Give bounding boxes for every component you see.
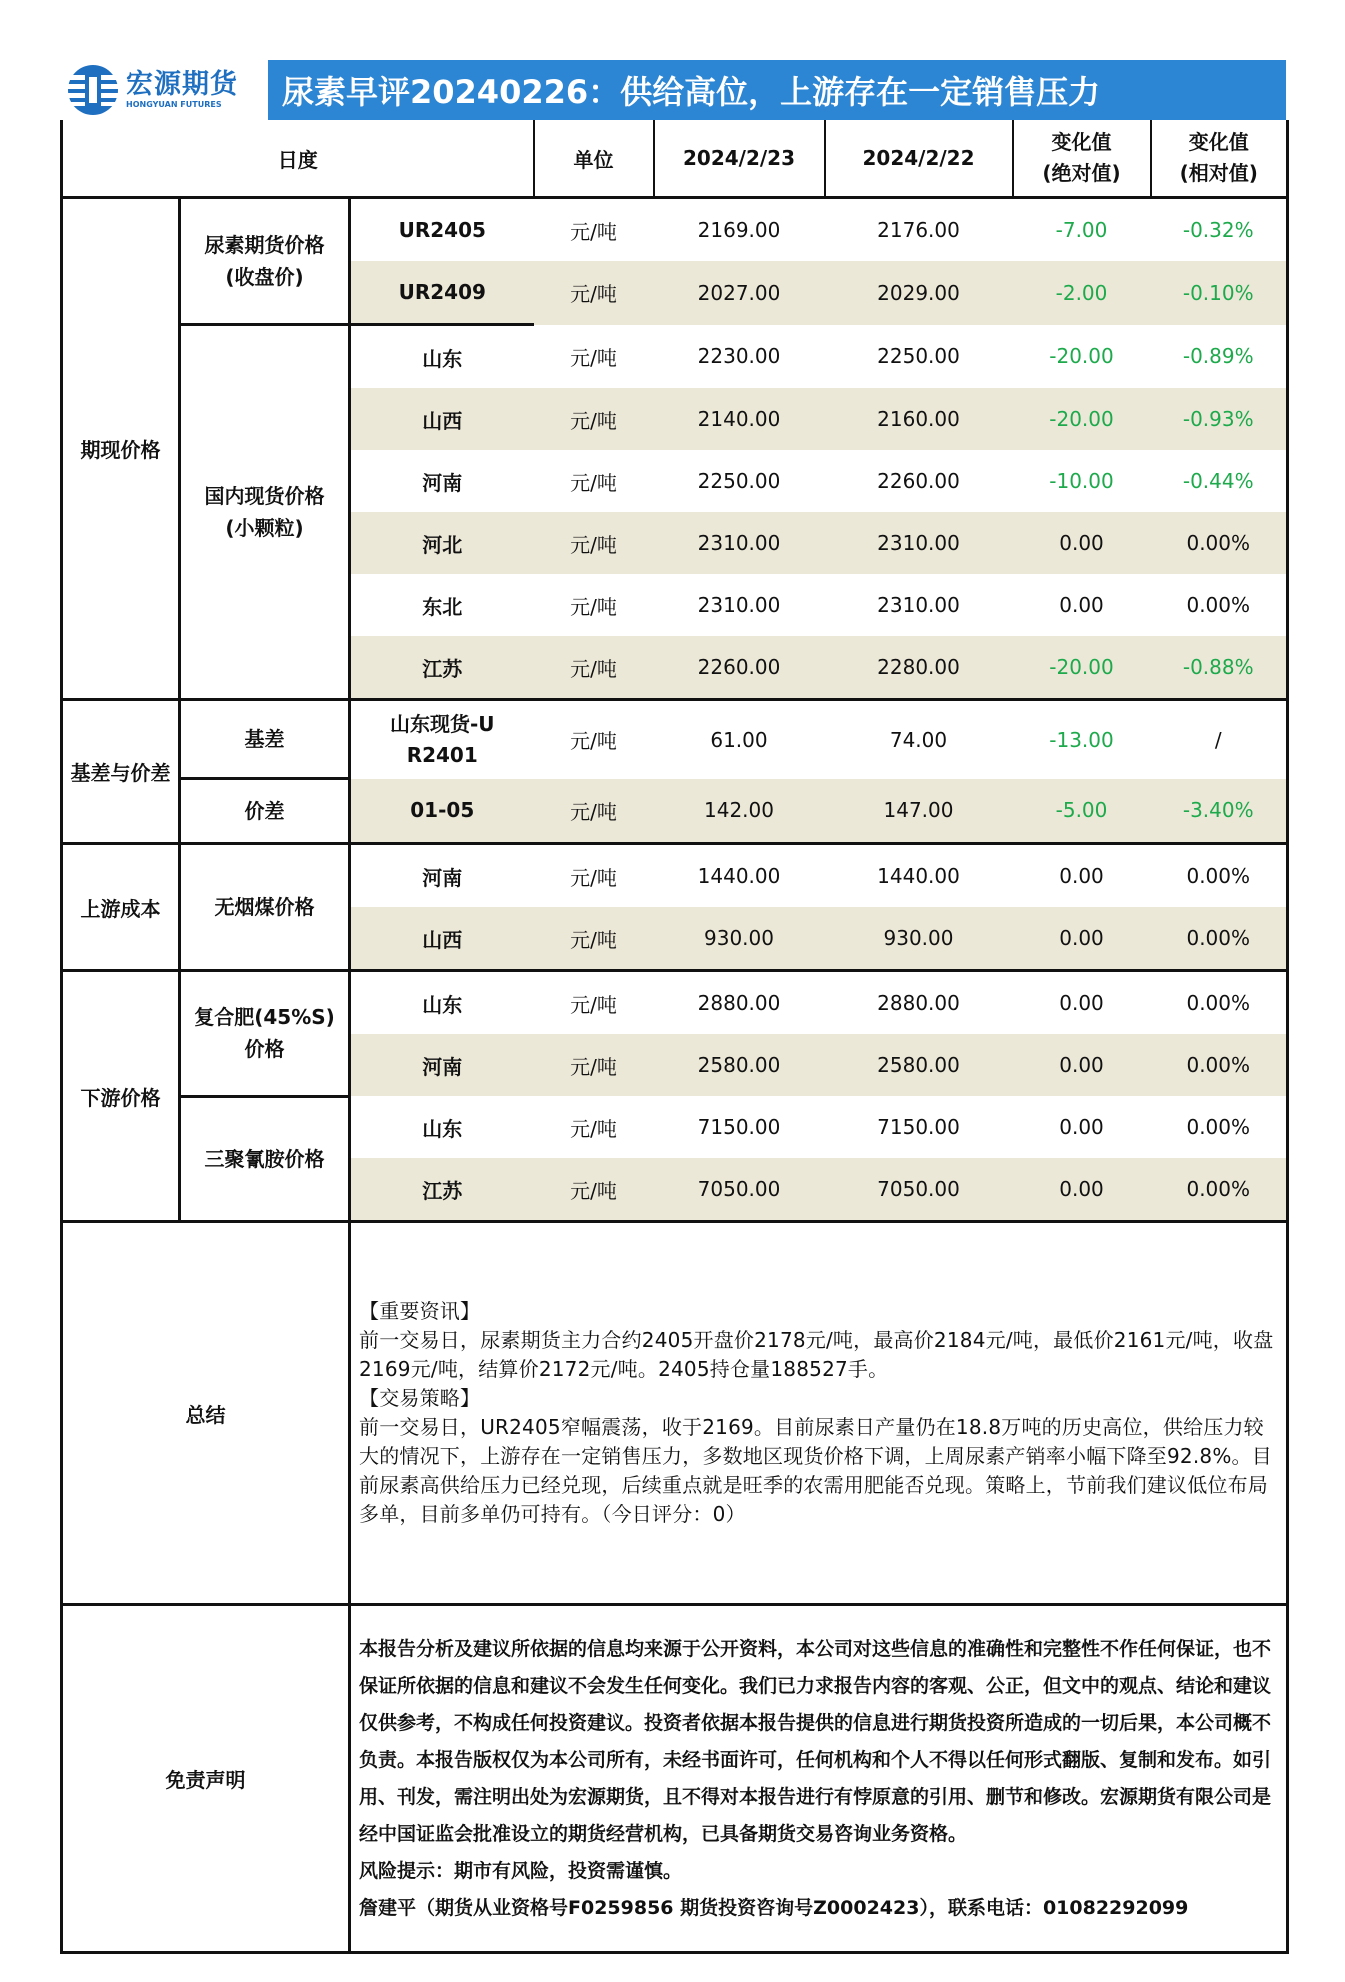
row-rel-change: 0.00% xyxy=(1151,1158,1288,1222)
row-rel-change: -0.10% xyxy=(1182,280,1254,305)
row-rel-change: 0.00% xyxy=(1186,864,1251,888)
header-rel-line1: 变化值 xyxy=(1188,130,1249,154)
disclaimer-label: 免责声明 xyxy=(62,1605,350,1953)
row-label: 山东 xyxy=(422,346,463,371)
subcategory-basis: 基差 xyxy=(180,700,350,779)
disclaimer-row xyxy=(62,1605,1288,1953)
row-value-date2: 74.00 xyxy=(889,727,948,752)
category-downstream: 下游价格 xyxy=(62,971,180,1222)
header-date1: 2024/2/23 xyxy=(654,120,825,198)
row-value-date1: 930.00 xyxy=(654,907,825,971)
row-value-date2: 147.00 xyxy=(825,779,1013,844)
risk-warning: 风险提示：期市有风险，投资需谨慎。 xyxy=(359,1859,683,1882)
table-row xyxy=(62,198,1288,262)
row-abs-change: -10.00 xyxy=(1049,469,1114,493)
subcategory-futures xyxy=(180,198,350,325)
subcategory-melamine: 三聚氰胺价格 xyxy=(180,1096,350,1222)
row-abs-change: 0.00 xyxy=(1013,1158,1151,1222)
row-rel-change: -0.44% xyxy=(1182,469,1254,493)
row-rel-change: -0.88% xyxy=(1151,636,1288,700)
row-value-date1: 2027.00 xyxy=(697,280,781,305)
row-label: 东北 xyxy=(422,594,463,619)
row-rel-change: -0.93% xyxy=(1182,407,1254,431)
summary-row xyxy=(62,1222,1288,1605)
row-label: 山西 xyxy=(350,907,534,971)
header-row xyxy=(62,120,1288,198)
subcategory-spot xyxy=(180,325,350,700)
category-upstream: 上游成本 xyxy=(62,844,180,971)
hongyuan-logo-icon xyxy=(66,63,120,117)
row-value-date2: 2310.00 xyxy=(877,531,960,555)
news-text: 前一交易日，尿素期货主力合约2405开盘价2178元/吨，最高价2184元/吨，最低价2161元/吨，收盘2169元/吨，结算价2172元/吨。2405持仓量188527手。 xyxy=(359,1328,1274,1381)
row-value-date1: 7050.00 xyxy=(654,1158,825,1222)
summary-label: 总结 xyxy=(62,1222,350,1605)
row-value-date1: 7150.00 xyxy=(697,1115,781,1139)
news-heading: 【重要资讯】 xyxy=(359,1299,481,1323)
row-value-date2: 930.00 xyxy=(825,907,1013,971)
row-label: 河北 xyxy=(422,532,463,557)
row-abs-change: 0.00 xyxy=(1059,531,1104,555)
row-label: 河南 xyxy=(422,865,463,890)
row-unit: 元/吨 xyxy=(570,470,617,495)
row-value-date1: 2880.00 xyxy=(697,991,781,1015)
summary-content xyxy=(350,1222,1288,1605)
row-value-date2: 7150.00 xyxy=(877,1115,960,1139)
row-unit: 元/吨 xyxy=(570,1116,617,1141)
strategy-heading: 【交易策略】 xyxy=(359,1386,481,1410)
row-label: 河南 xyxy=(422,1054,463,1079)
row-label: 江苏 xyxy=(350,1158,534,1222)
row-label: 01-05 xyxy=(350,779,534,844)
row-rel-change: 0.00% xyxy=(1151,907,1288,971)
header-abs-line1: 变化值 xyxy=(1051,130,1112,154)
row-abs-change: 0.00 xyxy=(1013,907,1151,971)
row-value-date2: 2029.00 xyxy=(877,280,960,305)
sub-compound-line1: 复合肥(45%S) xyxy=(194,1005,335,1030)
table-row xyxy=(62,325,1288,389)
row-rel-change: -0.32% xyxy=(1182,218,1254,242)
row-rel-change: 0.00% xyxy=(1186,593,1251,617)
row-unit: 元/吨 xyxy=(534,1158,654,1222)
table-row xyxy=(62,779,1288,844)
report-sheet xyxy=(60,60,1286,1954)
brand-name: 宏源期货 xyxy=(126,69,238,100)
sub-compound-line2: 价格 xyxy=(244,1037,285,1062)
header-date-label: 日度 xyxy=(62,120,534,198)
row-value-date1: 1440.00 xyxy=(697,864,781,888)
row-value-date2: 1440.00 xyxy=(877,864,960,888)
sub-spot-line2: (小颗粒) xyxy=(225,516,304,540)
row-label: UR2409 xyxy=(350,261,534,325)
row-value-date2: 2260.00 xyxy=(877,469,960,493)
row-value-date1: 2310.00 xyxy=(697,531,781,555)
row-unit: 元/吨 xyxy=(570,594,617,619)
subcategory-compound xyxy=(180,971,350,1097)
row-unit: 元/吨 xyxy=(570,729,617,754)
row-abs-change: -5.00 xyxy=(1013,779,1151,844)
table-row xyxy=(62,700,1288,779)
basis-label-text: 山东现货-UR2401 xyxy=(389,711,495,767)
row-label: 山东 xyxy=(422,1116,463,1141)
row-unit: 元/吨 xyxy=(570,408,617,433)
row-rel-change: 0.00% xyxy=(1186,1053,1251,1077)
subcategory-anthracite: 无烟煤价格 xyxy=(180,844,350,971)
row-value-date2: 2176.00 xyxy=(877,218,960,242)
row-label: 山东 xyxy=(422,992,463,1017)
header-rel-change xyxy=(1151,120,1288,198)
row-abs-change: -13.00 xyxy=(1049,727,1114,752)
sub-futures-line1: 尿素期货价格 xyxy=(204,233,325,257)
row-value-date1: 2169.00 xyxy=(697,218,781,242)
row-abs-change: -7.00 xyxy=(1055,218,1108,242)
row-value-date2: 2160.00 xyxy=(877,407,960,431)
row-unit: 元/吨 xyxy=(570,532,617,557)
row-value-date1: 61.00 xyxy=(710,727,768,752)
sub-futures-line2: (收盘价) xyxy=(225,265,304,289)
row-abs-change: -20.00 xyxy=(1013,636,1151,700)
row-value-date2: 2310.00 xyxy=(877,593,960,617)
table-row xyxy=(62,971,1288,1035)
row-value-date2: 7050.00 xyxy=(825,1158,1013,1222)
row-abs-change: 0.00 xyxy=(1059,1115,1104,1139)
row-unit: 元/吨 xyxy=(570,282,617,307)
row-value-date2: 2250.00 xyxy=(877,344,960,369)
analyst-contact: 詹建平（期货从业资格号F0259856 期货投资咨询号Z0002423），联系电话：01082292099 xyxy=(359,1896,1189,1919)
row-value-date1: 2230.00 xyxy=(697,344,781,369)
row-rel-change: 0.00% xyxy=(1186,1115,1251,1139)
row-value-date1: 2260.00 xyxy=(654,636,825,700)
row-label xyxy=(350,700,534,779)
sub-spot-line1: 国内现货价格 xyxy=(204,484,325,508)
title-banner xyxy=(60,60,1286,120)
row-abs-change: 0.00 xyxy=(1059,593,1104,617)
report-title: 尿素早评20240226：供给高位，上游存在一定销售压力 xyxy=(282,73,1101,111)
row-value-date2: 2280.00 xyxy=(825,636,1013,700)
row-value-date2: 2580.00 xyxy=(877,1053,960,1077)
header-unit: 单位 xyxy=(534,120,654,198)
disclaimer-content xyxy=(350,1605,1288,1953)
strategy-text: 前一交易日，UR2405窄幅震荡，收于2169。目前尿素日产量仍在18.8万吨的历史高位，供给压力较大的情况下，上游存在一定销售压力，多数地区现货价格下调，上周尿素产销率小幅下降至92.8%。目前尿素高供给压力已经兑现，后续重点就是旺季的农需用肥能否兑现。策略上，节前我们建议低位布局多单，目前多单仍可持有。（今日评分：0） xyxy=(359,1415,1272,1526)
row-unit: 元/吨 xyxy=(570,865,617,890)
row-value-date1: 2140.00 xyxy=(697,407,781,431)
row-rel-change: -3.40% xyxy=(1151,779,1288,844)
disclaimer-text: 本报告分析及建议所依据的信息均来源于公开资料，本公司对这些信息的准确性和完整性不作任何保证，也不保证所依据的信息和建议不会发生任何变化。我们已力求报告内容的客观、公正，但文中的观点、结论和建议仅供参考，不构成任何投资建议。投资者依据本报告提供的信息进行期货投资所造成的一切后果，本公司概不负责。本报告版权仅为本公司所有，未经书面许可，任何机构和个人不得以任何形式翻版、复制和发布。如引用、刊发，需注明出处为宏源期货，且不得对本报告进行有悖原意的引用、删节和修改。宏源期货有限公司是经中国证监会批准设立的期货经营机构，已具备期货交易咨询业务资格。 xyxy=(359,1637,1272,1845)
header-date2: 2024/2/22 xyxy=(825,120,1013,198)
row-unit: 元/吨 xyxy=(570,992,617,1017)
header-abs-line2: (绝对值) xyxy=(1042,161,1121,185)
row-abs-change: 0.00 xyxy=(1059,991,1104,1015)
row-unit: 元/吨 xyxy=(570,345,617,370)
row-rel-change: 0.00% xyxy=(1186,531,1251,555)
row-label: 江苏 xyxy=(350,636,534,700)
row-value-date1: 142.00 xyxy=(654,779,825,844)
row-value-date1: 2580.00 xyxy=(697,1053,781,1077)
table-row xyxy=(62,844,1288,908)
row-abs-change: -20.00 xyxy=(1049,407,1114,431)
row-rel-change: 0.00% xyxy=(1186,991,1251,1015)
row-rel-change: / xyxy=(1214,727,1222,752)
row-unit: 元/吨 xyxy=(570,1054,617,1079)
row-unit: 元/吨 xyxy=(534,636,654,700)
table-row xyxy=(62,1096,1288,1158)
row-abs-change: -2.00 xyxy=(1055,280,1108,305)
row-label: 河南 xyxy=(422,470,463,495)
header-rel-line2: (相对值) xyxy=(1179,161,1258,185)
brand-english: HONGYUAN FUTURES xyxy=(126,100,222,109)
row-abs-change: -20.00 xyxy=(1049,344,1114,369)
category-spot-futures: 期现价格 xyxy=(62,198,180,700)
row-unit: 元/吨 xyxy=(570,219,617,244)
subcategory-spread: 价差 xyxy=(180,779,350,844)
row-label: 山西 xyxy=(422,408,463,433)
row-value-date1: 2310.00 xyxy=(697,593,781,617)
row-rel-change: -0.89% xyxy=(1182,344,1254,369)
row-value-date2: 2880.00 xyxy=(877,991,960,1015)
row-unit: 元/吨 xyxy=(534,907,654,971)
row-abs-change: 0.00 xyxy=(1059,1053,1104,1077)
row-value-date1: 2250.00 xyxy=(697,469,781,493)
category-basis-spread: 基差与价差 xyxy=(62,700,180,844)
row-label: UR2405 xyxy=(398,218,486,242)
row-unit: 元/吨 xyxy=(534,779,654,844)
price-table xyxy=(60,120,1289,1954)
row-abs-change: 0.00 xyxy=(1059,864,1104,888)
header-abs-change xyxy=(1013,120,1151,198)
brand-logo xyxy=(60,60,268,120)
